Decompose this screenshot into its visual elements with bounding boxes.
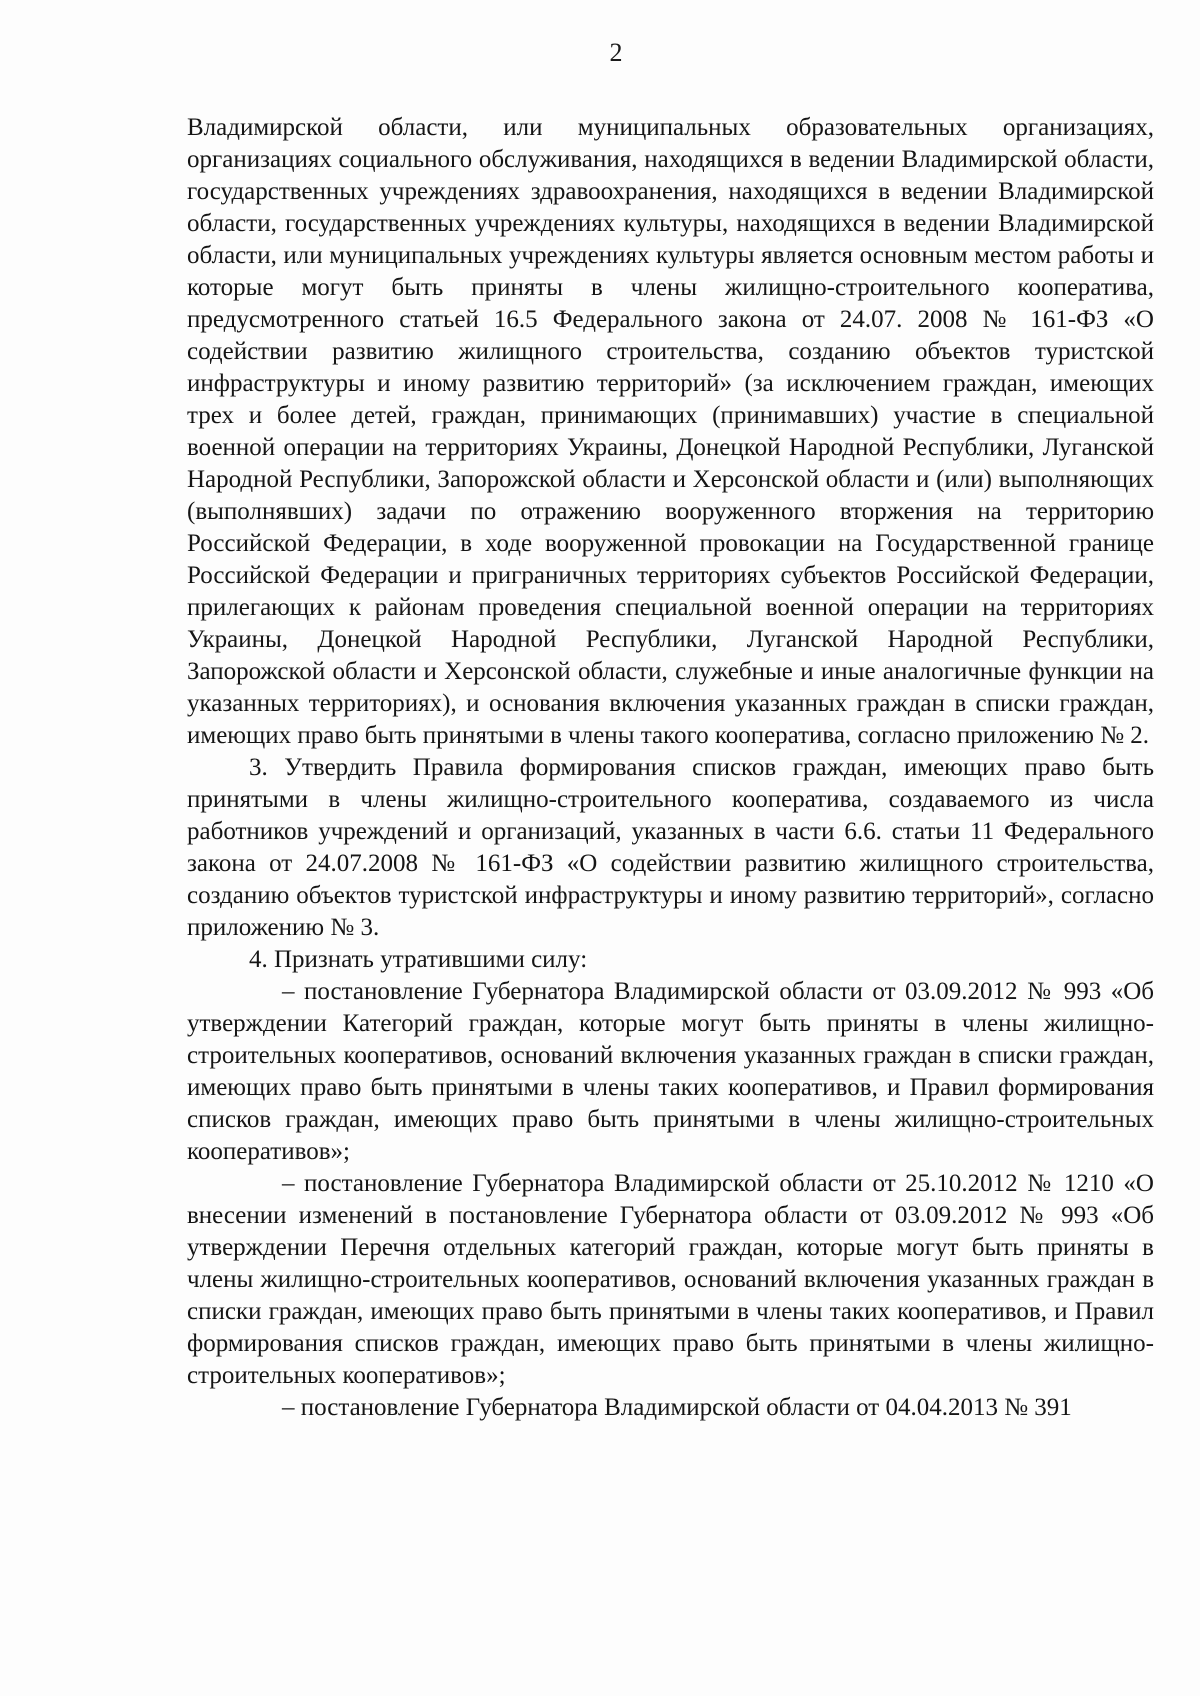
repealed-resolution-391: – постановление Губернатора Владимирской области от 04.04.2013 № 391 — [282, 1394, 1072, 1421]
page-number: 2 — [609, 38, 623, 67]
paragraph-item-3: 3. Утвердить Правила формирования списков граждан, имеющих право быть принятыми в члены жилищно-строительного кооператива, создаваемого из числа работников учреждений и организаций, указанных в части 6.6. статьи 11 Федерального закона от 24.07.2008 № 161-ФЗ «О содействии развитию жилищного строительства, созданию объектов туристской инфраструктуры и иному развитию территорий», согласно приложению № 3. — [187, 754, 1154, 941]
repealed-resolution-993: – постановление Губернатора Владимирской области от 03.09.2012 № 993 «Об утверждении Категорий граждан, которые могут быть приняты в члены жилищно-строительных кооперативов, оснований включения указанных граждан в списки граждан, имеющих право быть принятыми в члены таких кооперативов, и Правил формирования списков граждан, имеющих право быть принятыми в члены жилищно-строительных кооперативов»; — [187, 978, 1154, 1165]
repealed-resolution-1210: – постановление Губернатора Владимирской области от 25.10.2012 № 1210 «О внесении изменений в постановление Губернатора области от 03.09.2012 № 993 «Об утверждении Перечня отдельных категорий граждан, которые могут быть приняты в члены жилищно-строительных кооперативов, оснований включения указанных граждан в списки граждан, имеющих право быть принятыми в члены таких кооперативов, и Правил формирования списков граждан, имеющих право быть принятыми в члены жилищно-строительных кооперативов»; — [187, 1170, 1154, 1389]
document-body — [187, 112, 1154, 1424]
paragraph-categories-continuation: Владимирской области, или муниципальных образовательных организациях, организациях социального обслуживания, находящихся в ведении Владимирской области, государственных учреждениях здравоохранения, находящихся в ведении Владимирской области, государственных учреждениях культуры, находящихся в ведении Владимирской области, или муниципальных учреждениях культуры является основным местом работы и которые могут быть приняты в члены жилищно-строительного кооператива, предусмотренного статьей 16.5 Федерального закона от 24.07. 2008 № 161-ФЗ «О содействии развитию жилищного строительства, созданию объектов туристской инфраструктуры и иному развитию территорий» (за исключением граждан, имеющих трех и более детей, граждан, принимающих (принимавших) участие в специальной военной операции на территориях Украины, Донецкой Народной Республики, Луганской Народной Республики, Запорожской области и Херсонской области и (или) выполняющих (выполнявших) задачи по отражению вооруженного вторжения на территорию Российской Федерации, в ходе вооруженной провокации на Государственной границе Российской Федерации и приграничных территориях субъектов Российской Федерации, прилегающих к районам проведения специальной военной операции на территориях Украины, Донецкой Народной Республики, Луганской Народной Республики, Запорожской области и Херсонской области, служебные и иные аналогичные функции на указанных территориях), и основания включения указанных граждан в списки граждан, имеющих право быть принятыми в члены такого кооператива, согласно приложению № 2. — [187, 114, 1154, 749]
paragraph-item-4: 4. Признать утратившими силу: — [249, 946, 588, 973]
